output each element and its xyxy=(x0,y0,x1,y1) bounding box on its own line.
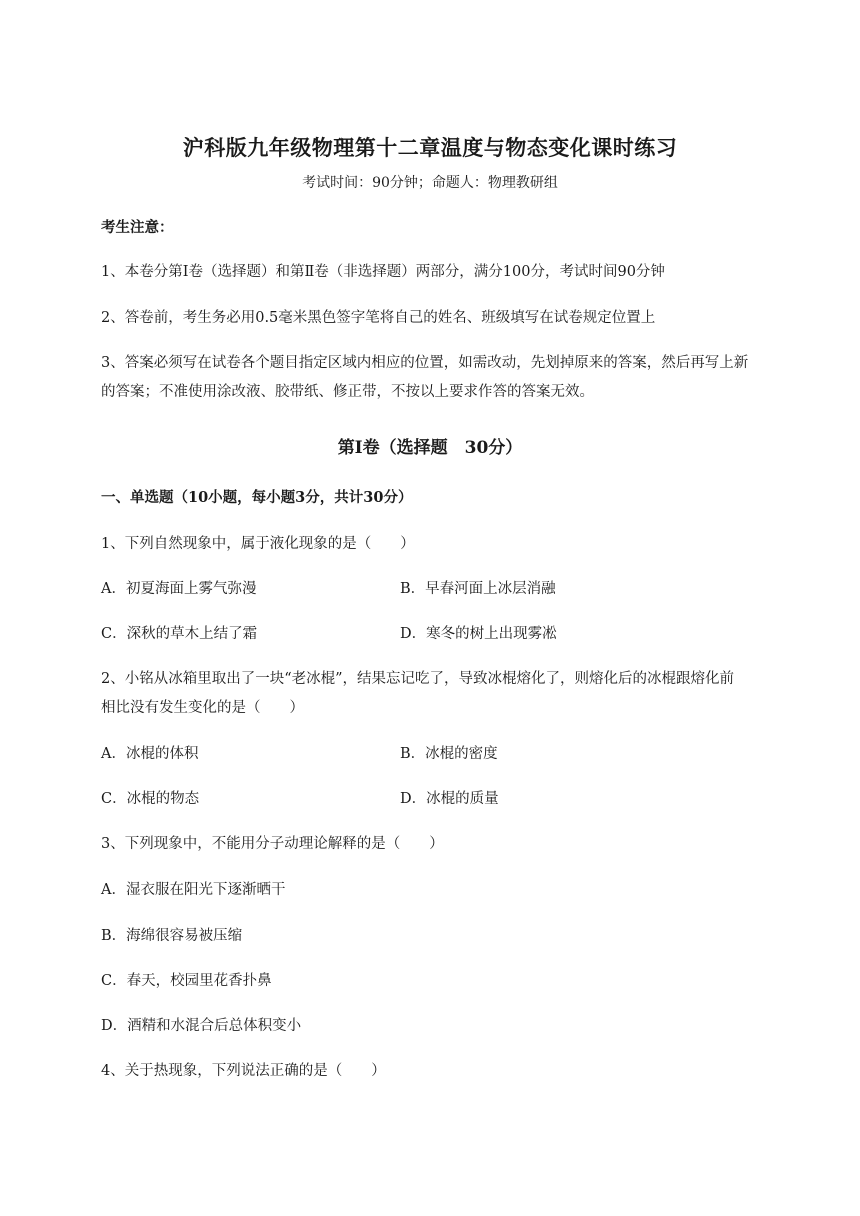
notice-item: 2、答卷前，考生务必用0.5毫米黑色签字笔将自己的姓名、班级填写在试卷规定位置上 xyxy=(101,310,656,326)
section-title: 第Ⅰ卷（选择题 30分） xyxy=(337,438,523,458)
option-b: B．海绵很容易被压缩 xyxy=(101,928,243,944)
option-c: C．春天，校园里花香扑鼻 xyxy=(101,973,272,989)
exam-info: 考试时间：90分钟；命题人：物理教研组 xyxy=(302,175,558,191)
notice-item: 的答案；不准使用涂改液、胶带纸、修正带，不按以上要求作答的答案无效。 xyxy=(101,384,594,400)
question-stem: 1、下列自然现象中，属于液化现象的是（ ） xyxy=(101,536,415,552)
notice-item: 1、本卷分第Ⅰ卷（选择题）和第Ⅱ卷（非选择题）两部分，满分100分，考试时间90分钟 xyxy=(101,264,665,280)
question-stem: 4、关于热现象，下列说法正确的是（ ） xyxy=(101,1063,386,1079)
option-d: D．寒冬的树上出现雾凇 xyxy=(400,626,557,642)
option-a: A．湿衣服在阳光下逐渐晒干 xyxy=(101,882,286,898)
question-stem: 3、下列现象中，不能用分子动理论解释的是（ ） xyxy=(101,836,444,852)
option-a: A．冰棍的体积 xyxy=(101,746,199,762)
option-c: C．冰棍的物态 xyxy=(101,791,200,807)
question-stem: 相比没有发生变化的是（ ） xyxy=(101,700,304,716)
option-d: D．酒精和水混合后总体积变小 xyxy=(101,1018,302,1034)
question-stem: 2、小铭从冰箱里取出了一块“老冰棍”，结果忘记吃了，导致冰棍熔化了，则熔化后的冰棍跟熔化前 xyxy=(101,671,735,687)
part-heading: 一、单选题（10小题，每小题3分，共计30分） xyxy=(101,489,413,506)
page-title: 沪科版九年级物理第十二章温度与物态变化课时练习 xyxy=(182,135,678,160)
option-b: B．冰棍的密度 xyxy=(400,746,498,762)
notice-item: 3、答案必须写在试卷各个题目指定区域内相应的位置，如需改动，先划掉原来的答案，然后再写上新 xyxy=(101,355,749,371)
option-c: C．深秋的草木上结了霜 xyxy=(101,626,258,642)
notice-heading: 考生注意： xyxy=(101,219,174,236)
option-b: B．早春河面上冰层消融 xyxy=(400,581,556,597)
option-d: D．冰棍的质量 xyxy=(400,791,499,807)
option-a: A．初夏海面上雾气弥漫 xyxy=(101,581,257,597)
